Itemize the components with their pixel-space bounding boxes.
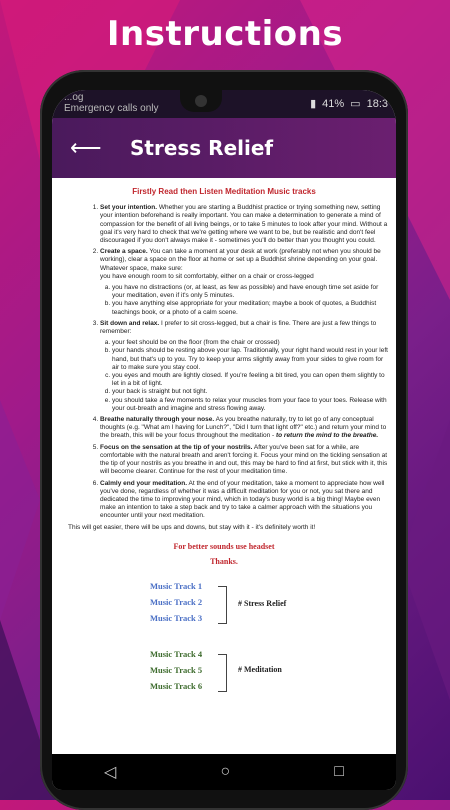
carrier-text: ...og [64,92,84,103]
group-label-stress-relief: # Stress Relief [238,598,287,608]
thanks-text: Thanks. [210,556,238,566]
instructions-heading: Firstly Read then Listen Meditation Music tracks [132,187,316,196]
track-link[interactable]: Music Track 3 [150,612,203,623]
step-2-sublist [100,284,388,317]
group-bracket [218,654,227,692]
app-bar [52,118,396,178]
emergency-text: Emergency calls only [64,103,159,114]
instructions-content [52,178,396,710]
group-label-meditation: # Meditation [238,664,282,674]
track-link[interactable]: Music Track 6 [150,680,203,691]
track-link[interactable]: Music Track 4 [150,648,203,659]
closing-text: This will get easier, there will be ups and downs, but stay with it - it's definitely worth it! [68,523,316,531]
back-arrow-icon[interactable]: ⟵ [70,135,102,160]
screen [52,90,396,790]
step-5: 5. Focus on the sensation at the tip of your nostrils. After you've been sat for a while, are comfortable with the natural breath and aren't forcing it. Focus your mind on the tickling sensation at the tip of your nostrils as you breathe in and out, this may be hard to find at first, but stick with it, this will become clearer. Continue for the rest of your meditation time. [100,444,388,477]
clock: 18:3 [366,97,388,110]
status-bar [52,90,396,118]
stress-relief-group [150,582,202,630]
list-item: b. you have anything else appropriate for your meditation; maybe a book of quotes, a Buddhist teachings book, or a photo of a calm scene. [112,300,388,316]
track-link[interactable]: Music Track 5 [150,664,203,675]
nav-back-icon[interactable]: ◁ [104,764,117,781]
list-item: d. your back is straight but not tight. [112,388,388,396]
track-link[interactable]: Music Track 1 [150,580,203,591]
promo-title: Instructions [106,14,344,54]
step-3-sublist [100,339,388,413]
steps-list [60,204,388,520]
headset-note: For better sounds use headset [173,541,275,551]
track-link[interactable]: Music Track 2 [150,596,203,607]
camera-notch [180,90,222,112]
track-groups [60,582,388,710]
step-6: 6. Calmly end your meditation. At the end of your meditation, take a moment to appreciate how well you've done, regardless of whether it was a difficult meditation for you or not, you sat there and dedicated the time to improving your mind, which in today's busy world is a big thing! Maybe even make an intention to take a step back and try to take a calmer approach with the situations you encounter until your next meditation. [100,480,388,521]
step-2: 2. Create a space. You can take a moment at your desk at work (preferably not when you should be working), clear a space on the floor at home or set up a Buddhist shrine depending on your goal. Whatever space, make sure: you have enough room to sit comfortably, either on a chair or cross-legged a. you have no distractions (or, at least, as few as possible) and have enough time set aside for your meditation, even if it's only 5 minutes. b. you have anything else appropriate for your meditation; maybe a book of quotes, a Buddhist teachings book, or a photo of a calm scene. [100,248,388,317]
group-bracket [218,586,227,624]
nav-recents-icon[interactable]: □ [334,763,344,780]
battery-percent: 41% [322,97,345,110]
status-icons [310,97,388,110]
step-2-note: you have enough room to sit comfortably, either on a chair or cross-legged [100,272,314,280]
list-item: a. you have no distractions (or, at least, as few as possible) and have enough time set aside for your meditation, even if it's only 5 minutes. [112,284,388,300]
step-4: 4. Breathe naturally through your nose. As you breathe naturally, try to let go of any conceptual thoughts (e.g. "What am I having for Lunch?", "Did I turn that light off?" etc.) and return your mind to the breath, this will be your focus throughout the meditation - to return the mind to the breathe. [100,416,388,441]
nav-home-icon[interactable]: ○ [220,763,231,780]
list-item: c. you eyes and mouth are lightly closed. If you're feeling a bit tired, you can open them slightly to let in a bit of light. [112,372,388,388]
list-item: a. your feet should be on the floor (from the chair or crossed) [112,339,388,347]
carrier-info [64,92,158,114]
meditation-group [150,650,202,698]
system-nav-bar [52,754,396,790]
list-item: b. your hands should be resting above your lap. Traditionally, your right hand would rest in your left hand, but that's up to you. Try to keep your arms slightly away from your sides to give room for air to make sure you stay cool. [112,347,388,372]
page-title: Stress Relief [130,136,274,160]
phone-frame [40,70,408,810]
step-1: 1. Set your intention. Whether you are starting a Buddhist practice or trying something new, setting your intention beforehand is really important. You can make a determination to generate a mind of compassion for the benefit of all living beings, or to take 5 minutes to look after your mind. Without a goal it's very hard to check that we're getting where we want to be, but be realistic and don't feel discouraged if you don't always make it - sometimes you'll do better than you thought you could. [100,204,388,245]
signal-icon: ▮ [310,98,317,110]
battery-icon: ▭ [350,98,361,110]
step-3: 3. Sit down and relax. I prefer to sit cross-legged, but a chair is fine. There are just a few things to remember: a. your feet should be on the floor (from the chair or crossed) b. your hands should be resting above your lap. Traditionally, your right hand would rest in your left hand, but that's up to you. Try to keep your arms slightly away from your sides to give room for air to make sure you stay cool. c. you eyes and mouth are lightly closed. If you're feeling a bit tired, you can open them slightly to let in a bit of light. d. your back is straight but not tight. e. you should take a few moments to relax your muscles from your face to your toes. Release with your out-breath and imagine and stress flowing away. [100,320,388,413]
list-item: e. you should take a few moments to relax your muscles from your face to your toes. Release with your out-breath and imagine and stress flowing away. [112,397,388,413]
